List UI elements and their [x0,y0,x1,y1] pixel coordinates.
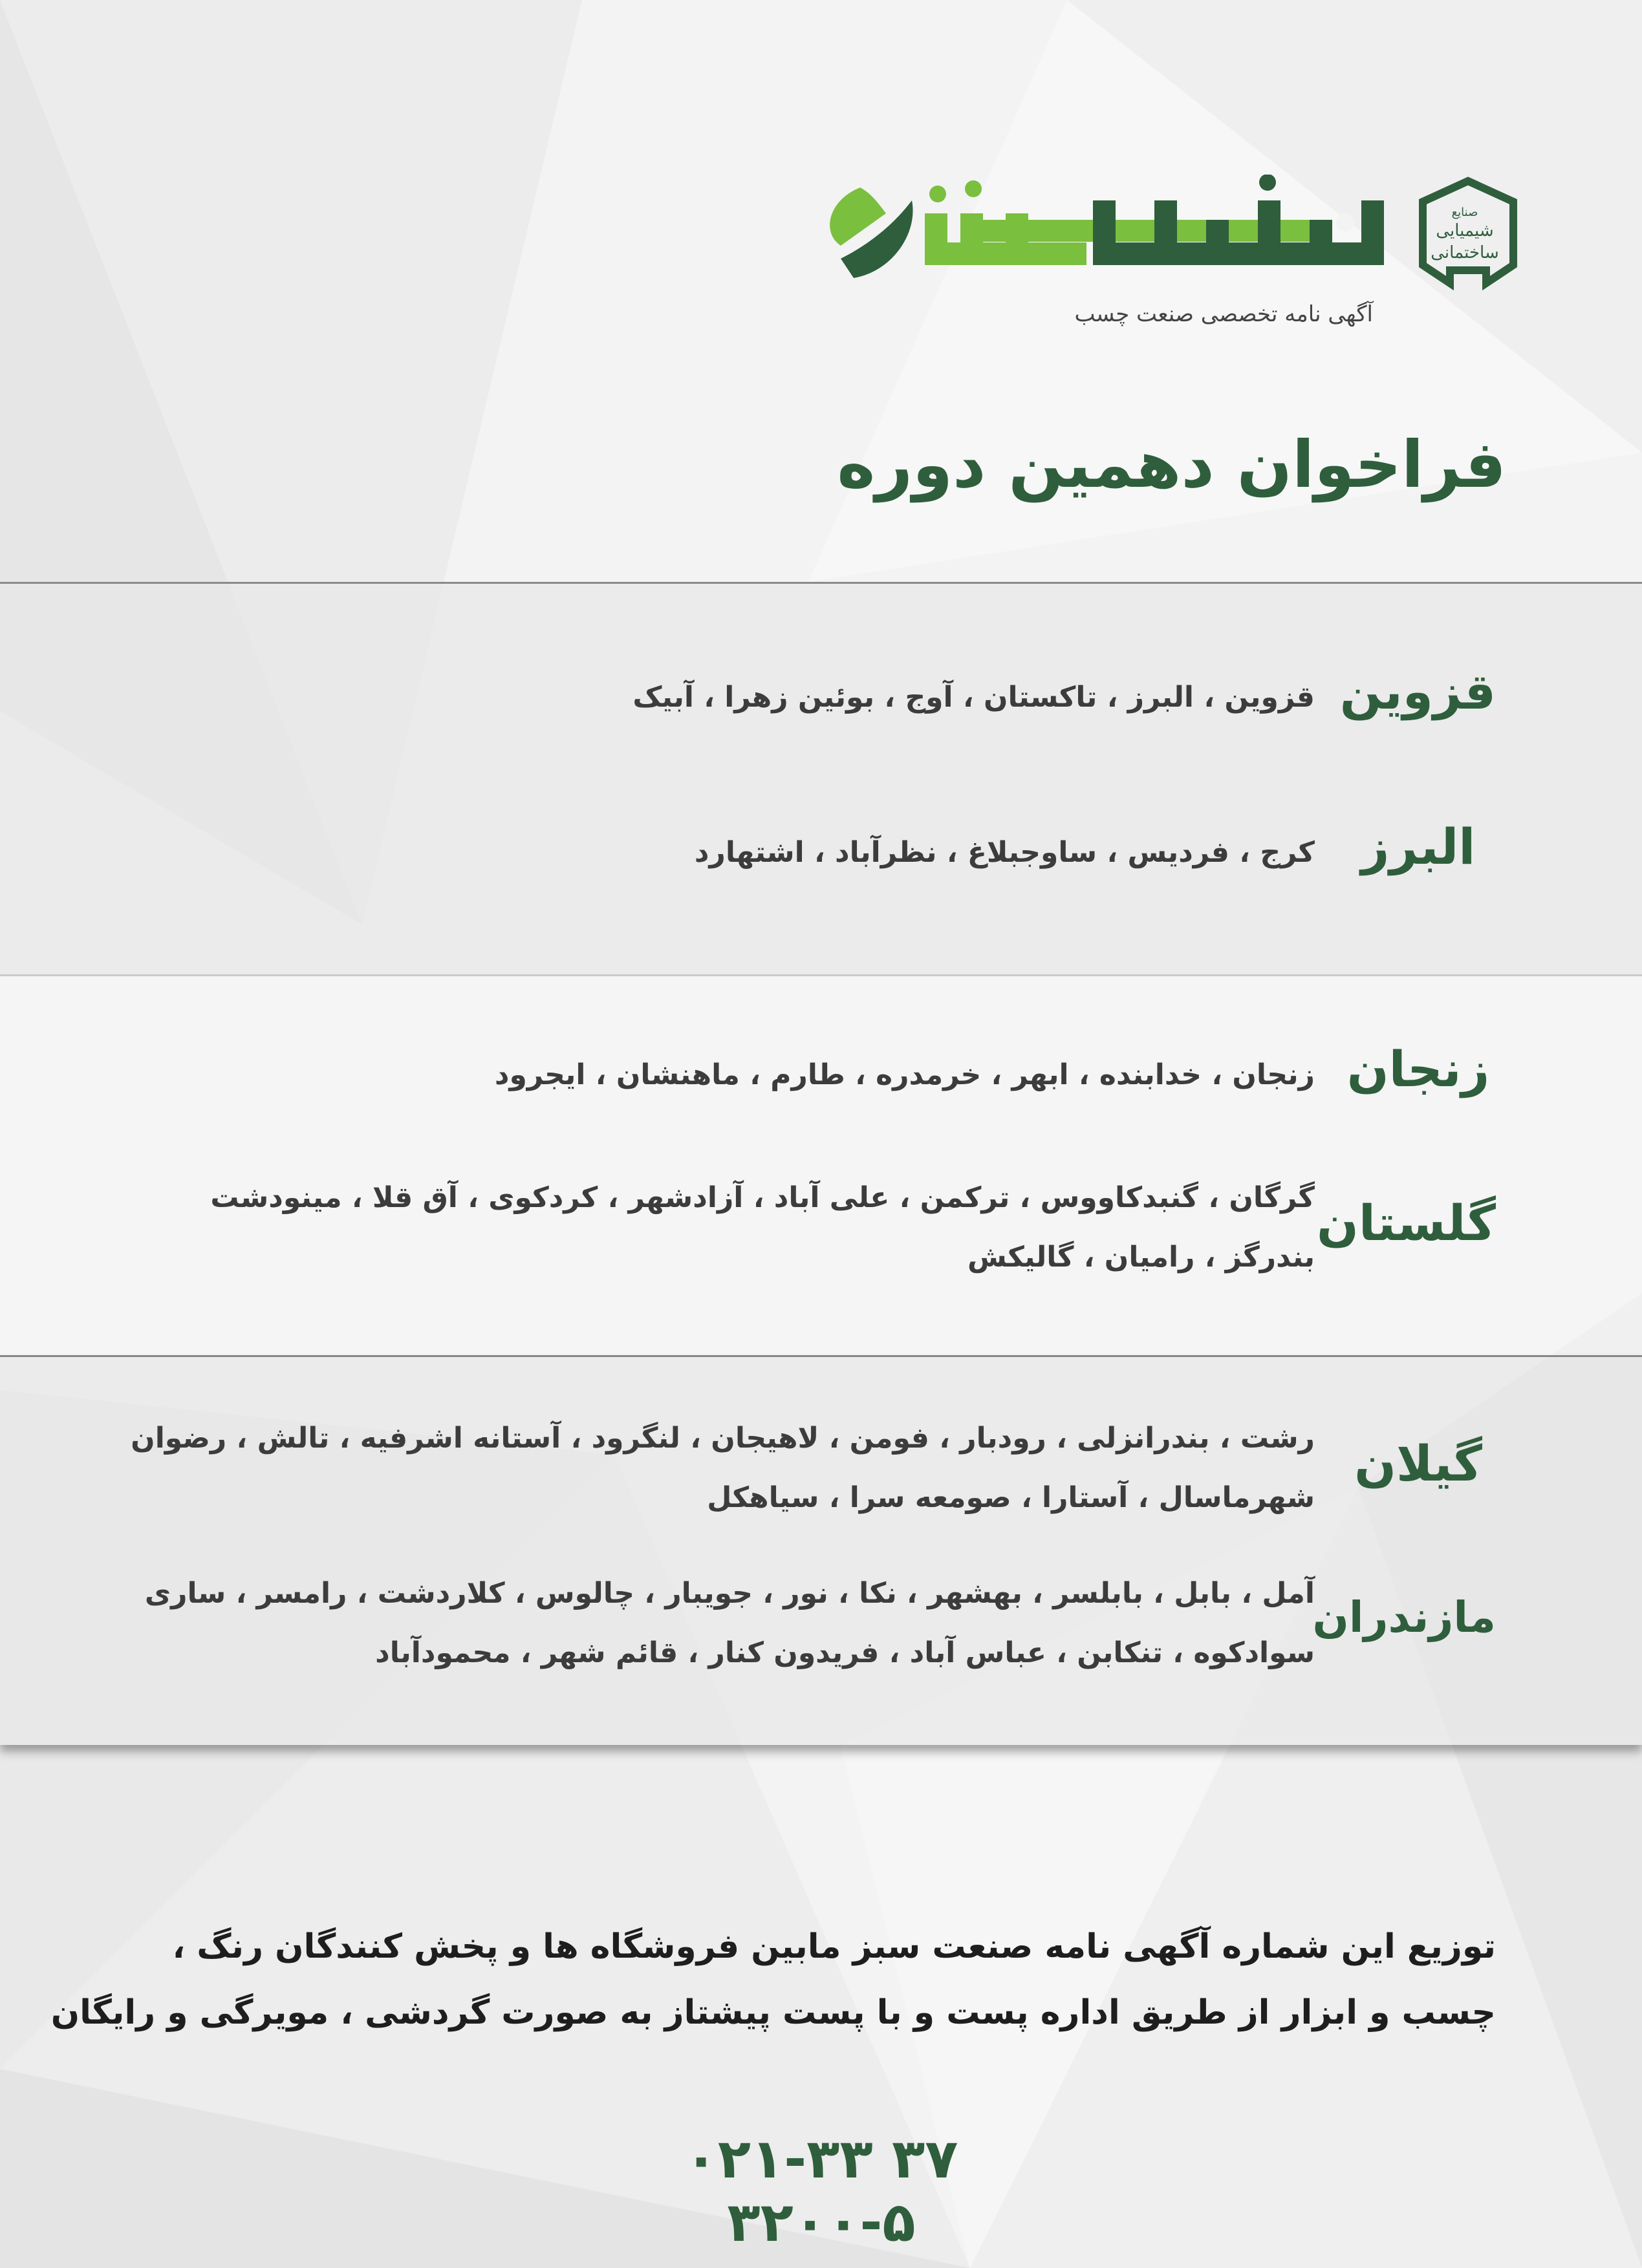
city-list [112,823,1315,883]
city-line: قزوین ، البرز ، تاکستان ، آوج ، بوئین زهرا ، آبیک [632,681,1315,714]
region-band-1 [0,582,1642,976]
page-title: فراخوان دهمین دوره [837,427,1506,502]
city-line: زنجان ، خدابنده ، ابهر ، خرمدره ، طارم ، ماهنشان ، ایجرود [494,1058,1315,1091]
tagline: آگهی نامه تخصصی صنعت چسب [1074,301,1373,327]
note-line: چسب و ابزار از طریق اداره پست و با پست پیشتاز به صورت گردشی ، مویرگی و رایگان [50,1993,1496,2032]
province-name: زنجان [1346,1040,1490,1098]
city-list [112,668,1315,727]
badge-line: شیمیایی [1436,221,1494,241]
badge-label [1416,206,1513,264]
city-line: شهرماسال ، آستارا ، صومعه سرا ، سیاهکل [707,1481,1315,1514]
phone-number: ۰۲۱-۳۳ ۳۷ ۳۲۰۰-۵ [684,2127,958,2254]
province-name: مازندران [1312,1592,1496,1642]
city-line: آمل ، بابل ، بابلسر ، بهشهر ، نکا ، نور ، جویبار ، چالوس ، کلاردشت ، رامسر ، ساری [144,1577,1315,1610]
badge-line: صنایع [1451,206,1478,219]
note-line: توزیع این شماره آگهی نامه صنعت سبز مابین فروشگاه ها و پخش کنندگان رنگ ، [172,1927,1496,1966]
city-list [112,1564,1315,1683]
city-line: رشت ، بندرانزلی ، رودبار ، فومن ، لاهیجان ، لنگرود ، آستانه اشرفیه ، تالش ، رضوان [131,1422,1315,1455]
city-list [112,1168,1315,1287]
city-line: سوادکوه ، تنکابن ، عباس آباد ، فریدون کنار ، قائم شهر ، محمودآباد [375,1636,1315,1669]
distribution-note [50,1914,1496,2046]
city-line: بندرگز ، رامیان ، گالیکش [967,1241,1315,1274]
region-band-2 [0,974,1642,1357]
province-name: قزوین [1339,663,1496,720]
city-line: گرگان ، گنبدکاووس ، ترکمن ، علی آباد ، آزادشهر ، کردکوی ، آق قلا ، مینودشت [210,1181,1315,1214]
region-band-3 [0,1357,1642,1745]
city-list [112,1045,1315,1105]
province-name: گلستان [1317,1194,1496,1252]
province-name: گیلان [1354,1435,1482,1492]
province-name: البرز [1361,818,1476,875]
city-line: کرج ، فردیس ، ساوجبلاغ ، نظرآباد ، اشتهارد [694,836,1315,869]
city-list [112,1409,1315,1528]
badge-line: ساختمانی [1431,243,1499,262]
